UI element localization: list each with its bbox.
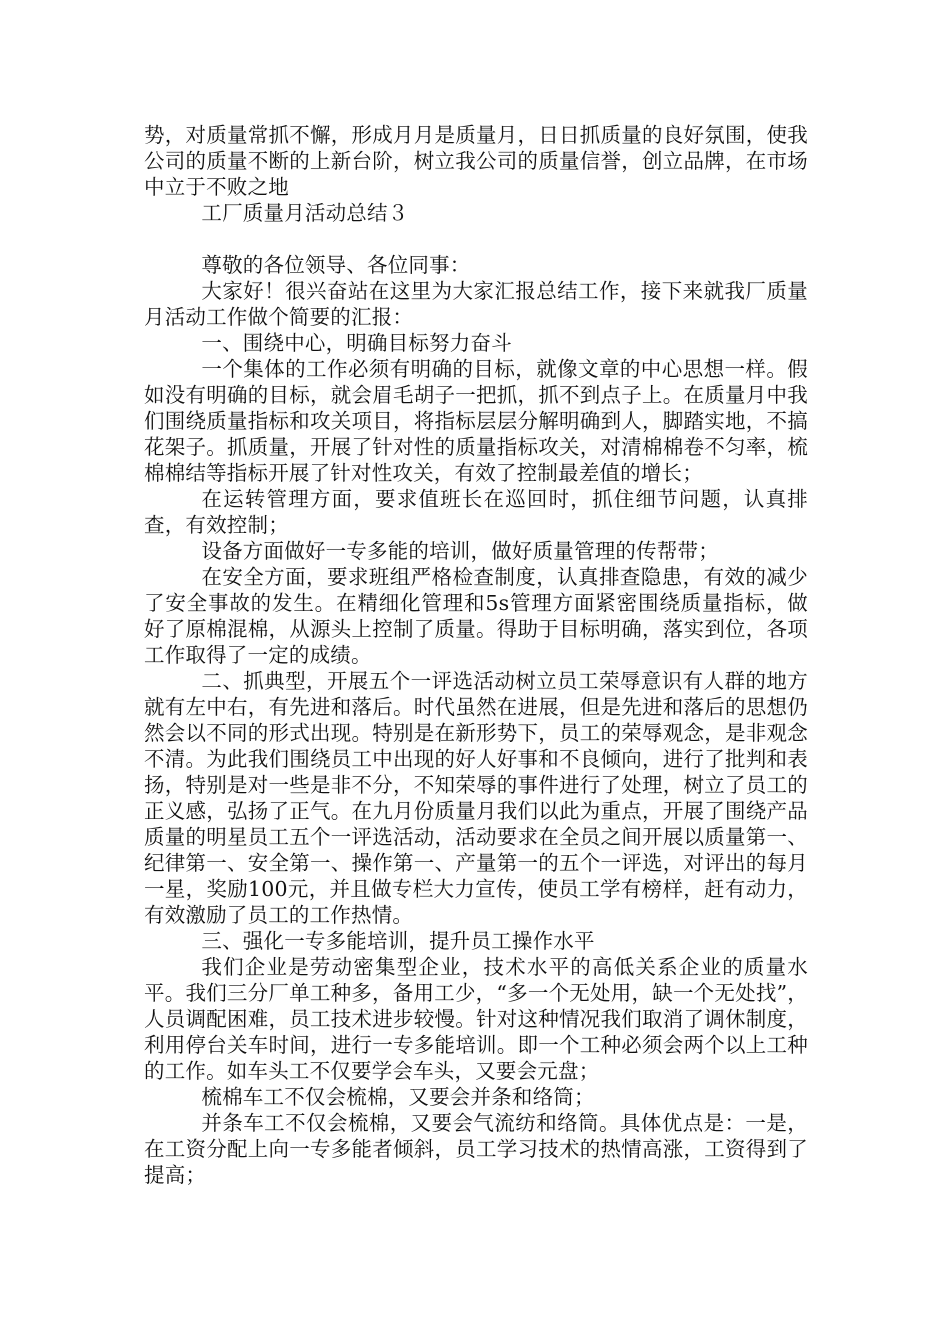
body-paragraph: 在安全方面，要求班组严格检查制度，认真排查隐患，有效的减少了安全事故的发生。在精细化管理和5s管理方面紧密围绕质量指标，做好了原棉混棉，从源头上控制了质量。得助于目标明确，落实到位，各项工作取得了一定的成绩。 <box>144 565 808 667</box>
opening-paragraph: 大家好！很兴奋站在这里为大家汇报总结工作，接下来就我厂质量月活动工作做个简要的汇报： <box>144 279 808 329</box>
subheading-2-paragraph: 二、抓典型，开展五个一评选活动树立员工荣辱意识有人群的地方就有左中右，有先进和落后。时代虽然在进展，但是先进和落后的思想仍然会以不同的形式出现。特别是在新形势下，员工的荣辱观念，是非观念不清。为此我们围绕员工中出现的好人好事和不良倾向，进行了批判和表扬，特别是对一些是非不分，不知荣辱的事件进行了处理，树立了员工的正义感，弘扬了正气。在九月份质量月我们以此为重点，开展了围绕产品质量的明星员工五个一评选活动，活动要求在全员之间开展以质量第一、纪律第一、安全第一、操作第一、产量第一的五个一评选，对评出的每月一星，奖励100元，并且做专栏大力宣传，使员工学有榜样，赶有动力，有效激励了员工的工作热情。 <box>144 669 808 927</box>
salutation: 尊敬的各位领导、各位同事： <box>201 253 471 277</box>
body-paragraph: 设备方面做好一专多能的培训，做好质量管理的传帮带； <box>201 539 719 563</box>
section-title: 工厂质量月活动总结３ <box>201 201 409 225</box>
continued-paragraph: 势，对质量常抓不懈，形成月月是质量月，日日抓质量的良好氛围，使我公司的质量不断的上新台阶，树立我公司的质量信誉，创立品牌，在市场中立于不败之地 <box>144 123 808 199</box>
document-body <box>144 122 808 1188</box>
body-paragraph: 并条车工不仅会梳棉，又要会气流纺和络筒。具体优点是：一是，在工资分配上向一专多能者倾斜，员工学习技术的热情高涨，工资得到了提高； <box>144 1111 808 1187</box>
subheading-3: 三、强化一专多能培训，提升员工操作水平 <box>201 929 595 953</box>
body-paragraph: 一个集体的工作必须有明确的目标，就像文章的中心思想一样。假如没有明确的目标，就会眉毛胡子一把抓，抓不到点子上。在质量月中我们围绕质量指标和攻关项目，将指标层层分解明确到人，脚踏实地，不搞花架子。抓质量，开展了针对性的质量指标攻关，对清棉棉卷不匀率，梳棉棉结等指标开展了针对性攻关，有效了控制最差值的增长； <box>144 357 808 485</box>
subheading-1: 一、围绕中心，明确目标努力奋斗 <box>201 331 512 355</box>
body-paragraph: 梳棉车工不仅会梳棉，又要会并条和络筒； <box>201 1085 595 1109</box>
body-paragraph: 在运转管理方面，要求值班长在巡回时，抓住细节问题，认真排查，有效控制； <box>144 487 808 537</box>
blank-line <box>144 226 808 252</box>
body-paragraph: 我们企业是劳动密集型企业，技术水平的高低关系企业的质量水平。我们三分厂单工种多，备用工少，“多一个无处用，缺一个无处找”，人员调配困难，员工技术进步较慢。针对这种情况我们取消了调休制度，利用停台关车时间，进行一专多能培训。即一个工种必须会两个以上工种的工作。如车头工不仅要学会车头，又要会元盘； <box>144 955 808 1083</box>
